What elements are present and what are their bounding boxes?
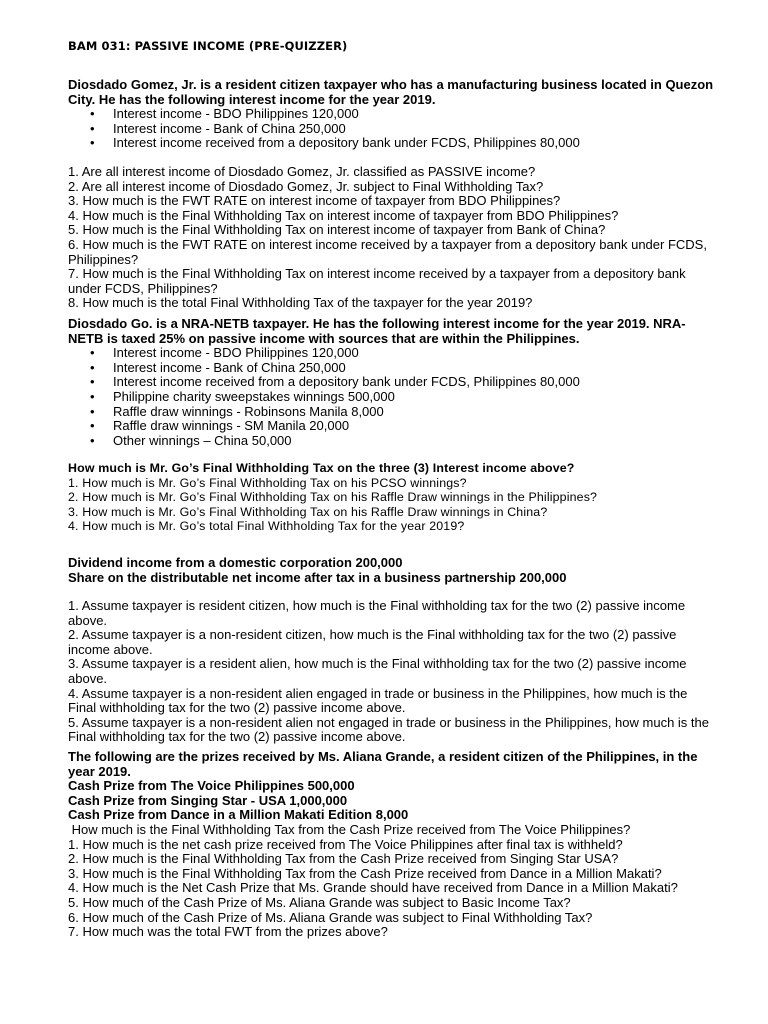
question: 2. How much is Mr. Go’s Final Withholding Tax on his Raffle Draw winnings in the Philippines? xyxy=(68,490,598,505)
question: 3. How much is Mr. Go’s Final Withholding Tax on his Raffle Draw winnings in China? xyxy=(68,504,548,519)
section-dividend xyxy=(68,556,718,585)
question: 5. How much of the Cash Prize of Ms. Aliana Grande was subject to Basic Income Tax? xyxy=(68,894,571,910)
question: 3. How much is the FWT RATE on interest income of taxpayer from BDO Philippines? xyxy=(68,193,561,209)
section1-heading: Diosdado Gomez, Jr. is a resident citizen taxpayer who has a manufacturing business located in Quezon City. He has the following interest income for the year 2019. xyxy=(68,77,714,107)
question: 4. How much is the Final Withholding Tax on interest income of taxpayer from BDO Philippines? xyxy=(68,207,619,223)
list-item: • Philippine charity sweepstakes winnings 500,000 xyxy=(68,390,718,405)
section4-heading: The following are the prizes received by Ms. Aliana Grande, a resident citizen of the Philippines, in the year 2019. xyxy=(68,749,698,779)
question: 5. How much is the Final Withholding Tax on interest income of taxpayer from Bank of China? xyxy=(68,222,606,238)
section-nra-netb xyxy=(68,317,718,448)
question: 1. Are all interest income of Diosdado Gomez, Jr. classified as PASSIVE income? xyxy=(68,164,536,179)
section4-heading: Cash Prize from Dance in a Million Makati Edition 8,000 xyxy=(68,807,409,823)
list-item: • Raffle draw winnings - SM Manila 20,000 xyxy=(68,419,718,434)
section4-heading: Cash Prize from Singing Star - USA 1,000,000 xyxy=(68,792,348,808)
question: 7. How much was the total FWT from the prizes above? xyxy=(68,924,388,940)
section2-questions xyxy=(68,461,718,534)
question: 6. How much of the Cash Prize of Ms. Aliana Grande was subject to Final Withholding Tax? xyxy=(68,909,593,925)
question: 4. How much is Mr. Go’s total Final Withholding Tax for the year 2019? xyxy=(68,519,465,534)
section3-heading: Share on the distributable net income after tax in a business partnership 200,000 xyxy=(68,569,567,585)
section3-questions xyxy=(68,599,718,745)
list-item: • Interest income - Bank of China 250,000 xyxy=(68,122,718,137)
section4-heading: Cash Prize from The Voice Philippines 500,000 xyxy=(68,778,355,794)
list-item: • Interest income received from a depository bank under FCDS, Philippines 80,000 xyxy=(68,375,718,390)
section-resident-citizen xyxy=(68,78,718,151)
question: 1. Assume taxpayer is resident citizen, how much is the Final withholding tax for the two (2) passive income above. xyxy=(68,598,686,628)
section1-income-list xyxy=(68,107,718,151)
question: How much is the Final Withholding Tax from the Cash Prize received from The Voice Philippines? xyxy=(68,821,631,837)
question: 5. Assume taxpayer is a non-resident alien not engaged in trade or business in the Philippines, how much is the Final withholding tax for the two (2) passive income above. xyxy=(68,714,709,745)
list-item: • Interest income received from a depository bank under FCDS, Philippines 80,000 xyxy=(68,136,718,151)
section-prizes xyxy=(68,750,718,940)
section2-income-list xyxy=(68,346,718,448)
question: 2. Are all interest income of Diosdado Gomez, Jr. subject to Final Withholding Tax? xyxy=(68,178,544,194)
question: 4. Assume taxpayer is a non-resident alien engaged in trade or business in the Philippines, how much is the Final withholding tax for the two (2) passive income above. xyxy=(68,685,688,716)
question: 7. How much is the Final Withholding Tax on interest income received by a taxpayer from a depository bank under FCDS, Philippines? xyxy=(68,266,686,296)
question: 4. How much is the Net Cash Prize that Ms. Grande should have received from Dance in a Million Makati? xyxy=(68,880,678,896)
question: 2. How much is the Final Withholding Tax from the Cash Prize received from Singing Star USA? xyxy=(68,851,619,867)
section2-heading: Diosdado Go. is a NRA-NETB taxpayer. He has the following interest income for the year 2019. NRA-NETB is taxed 25% on passive income with sources that are within the Philippines. xyxy=(68,316,686,346)
question: 6. How much is the FWT RATE on interest income received by a taxpayer from a depository bank under FCDS, Philippines? xyxy=(68,236,707,267)
list-item: • Other winnings – China 50,000 xyxy=(68,434,718,449)
question: 8. How much is the total Final Withholding Tax of the taxpayer for the year 2019? xyxy=(68,295,533,311)
document-title: BAM 031: PASSIVE INCOME (PRE-QUIZZER) xyxy=(68,39,348,53)
question: 1. How much is Mr. Go’s Final Withholding Tax on his PCSO winnings? xyxy=(68,475,467,490)
section2-question-heading: How much is Mr. Go’s Final Withholding Tax on the three (3) Interest income above? xyxy=(68,461,575,475)
question: 2. Assume taxpayer is a non-resident citizen, how much is the Final withholding tax for the two (2) passive income above. xyxy=(68,627,677,657)
question: 1. How much is the net cash prize received from The Voice Philippines after final tax is withheld? xyxy=(68,836,623,852)
list-item: • Interest income - BDO Philippines 120,000 xyxy=(68,107,718,122)
question: 3. How much is the Final Withholding Tax from the Cash Prize received from Dance in a Million Makati? xyxy=(68,865,662,881)
section3-heading: Dividend income from a domestic corporation 200,000 xyxy=(68,555,403,570)
question: 3. Assume taxpayer is a resident alien, how much is the Final withholding tax for the two (2) passive income above. xyxy=(68,656,687,686)
list-item: • Interest income - BDO Philippines 120,000 xyxy=(68,346,718,361)
list-item: • Raffle draw winnings - Robinsons Manila 8,000 xyxy=(68,405,718,420)
list-item: • Interest income - Bank of China 250,000 xyxy=(68,361,718,376)
section1-questions xyxy=(68,165,718,311)
